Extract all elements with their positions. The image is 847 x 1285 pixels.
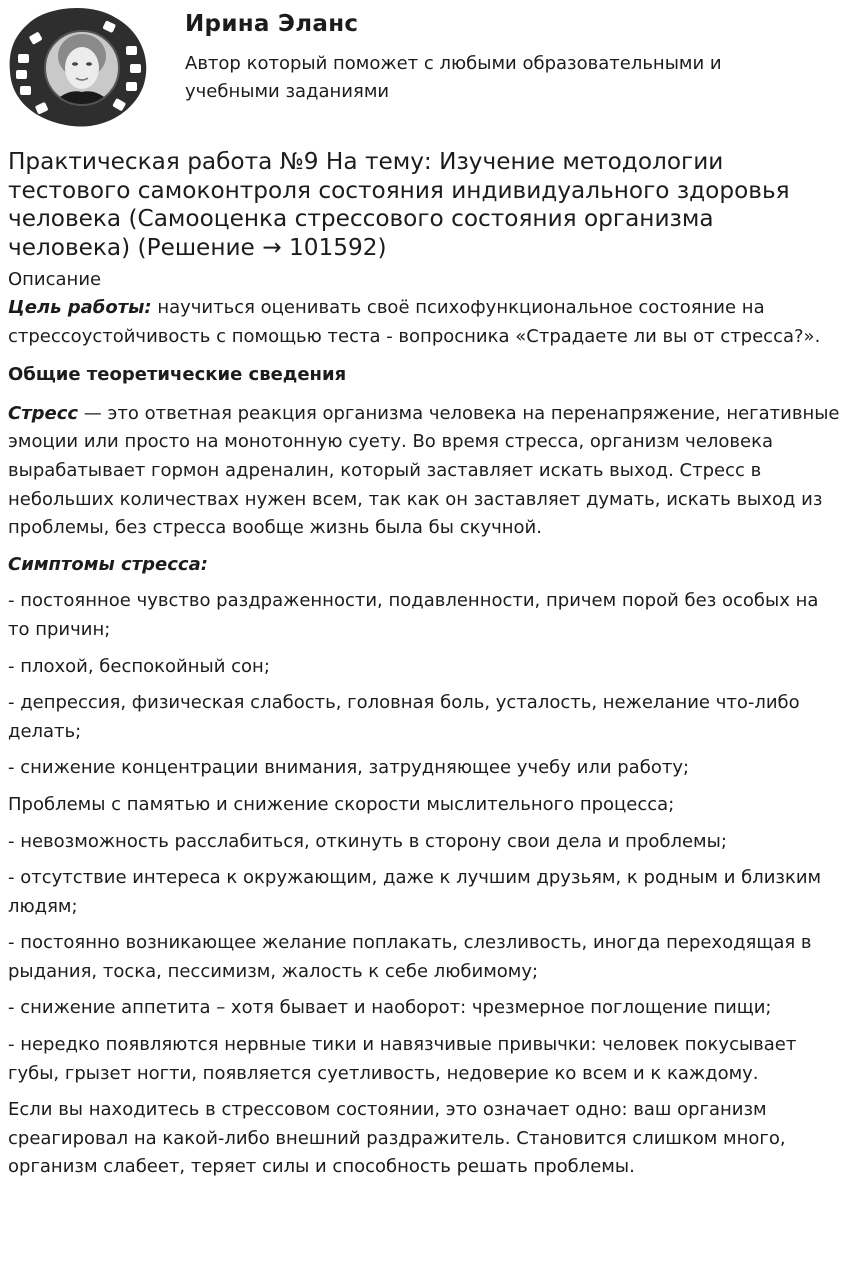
symptom-item: Проблемы с памятью и снижение скорости мыслительного процесса;	[8, 793, 675, 815]
document-title: Практическая работа №9 На тему: Изучение методологии тестового самоконтроля состояния индивидуального здоровья человека (Самооценка стрессового состояния организма человека) (Решение → 101592)	[8, 148, 790, 261]
symptoms-heading: Симптомы стресса:	[8, 553, 208, 575]
symptom-item: - плохой, беспокойный сон;	[8, 655, 270, 677]
stress-text: — это ответная реакция организма человека на перенапряжение, негативные эмоции или просто на монотонную суету. Во время стресса, организм человека вырабатывает гормон адреналин, который заставляет искать выход. Стресс в небольших количествах нужен всем, так как он заставляет думать, искать выход из проблемы, без стресса вообще жизнь была бы скучной.	[8, 402, 840, 539]
symptom-item: - нередко появляются нервные тики и навязчивые привычки: человек покусывает губы, грызет ногти, появляется суетливость, недоверие ко всем и к каждому.	[8, 1034, 797, 1084]
symptom-item: - постоянно возникающее желание поплакать, слезливость, иногда переходящая в рыдания, тоска, пессимизм, жалость к себе любимому;	[8, 932, 812, 982]
stress-paragraph	[8, 400, 840, 543]
symptom-item: - постоянное чувство раздраженности, подавленности, причем порой без особых на то причин;	[8, 590, 819, 640]
goal-label: Цель работы:	[8, 297, 152, 318]
symptom-item: - снижение концентрации внимания, затрудняющее учебу или работу;	[8, 757, 690, 779]
author-name[interactable]: Ирина Эланс	[185, 11, 359, 37]
author-avatar[interactable]	[6, 6, 152, 128]
author-description: Автор который поможет с любыми образовательными и учебными заданиями	[185, 53, 722, 102]
closing-paragraph: Если вы находитесь в стрессовом состоянии, это означает одно: ваш организм среагировал на какой-либо внешний раздражитель. Становится слишком много, организм слабеет, теряет силы и способность решать проблемы.	[8, 1099, 786, 1178]
goal-paragraph	[8, 294, 840, 351]
goal-text: научиться оценивать своё психофункциональное состояние на стрессоустойчивость с помощью теста - вопросника «Страдаете ли вы от стресса?».	[8, 297, 821, 347]
symptom-item: - депрессия, физическая слабость, головная боль, усталость, нежелание что-либо делать;	[8, 692, 800, 742]
symptom-item: - невозможность расслабиться, откинуть в сторону свои дела и проблемы;	[8, 830, 727, 852]
description-label: Описание	[8, 269, 102, 290]
stress-term: Стресс	[8, 402, 79, 424]
theory-heading: Общие теоретические сведения	[8, 364, 347, 386]
author-photo-film-frame-icon	[6, 6, 152, 128]
document-content	[8, 148, 840, 1182]
author-block	[0, 0, 847, 140]
symptom-item: - отсутствие интереса к окружающим, даже к лучшим друзьям, к родным и близким людям;	[8, 867, 822, 917]
symptom-item: - снижение аппетита – хотя бывает и наоборот: чрезмерное поглощение пищи;	[8, 997, 772, 1019]
